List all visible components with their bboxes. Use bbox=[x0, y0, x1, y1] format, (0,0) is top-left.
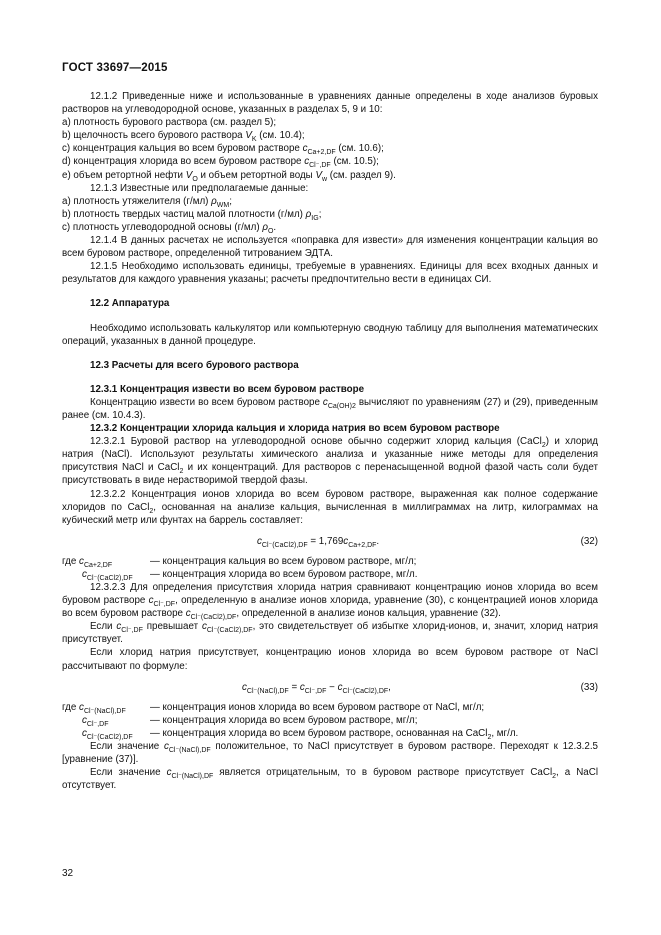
equation-33 bbox=[62, 673, 598, 701]
paragraph-12-3-2-2: 12.3.2.2 Концентрация ионов хлорида во всем буровом растворе, выраженная как полное содержание хлоридов по CaCl$_2$, основанная на анализе кальция, вычисленная в миллиграммах на литр, килограммах на кубический метр или фунтах на баррель составляет: bbox=[62, 488, 598, 526]
paragraph-negative-value: Если значение $c_{Cl^-(NaCl),DF}$ является отрицательным, то в буровом растворе присутствует CaCl$_2$, а NaCl отсутствует. bbox=[62, 767, 599, 792]
definition-row: где $c_{Cl^-(NaCl),DF}$ — концентрация ионов хлорида во всем буровом растворе от NaCl, мг/л; bbox=[62, 701, 485, 715]
heading-12-3-1: 12.3.1 Концентрация извести во всем буровом растворе bbox=[90, 383, 365, 395]
definition-row: $c_{Cl^-,DF}$ — концентрация хлорида во всем буровом растворе, мг/л; bbox=[82, 714, 418, 728]
paragraph-12-1-4: 12.1.4 В данных расчетах не используется «поправка для извести» для изменения концентрации кальция во всем буровом растворе, определенной титрованием ЭДТА. bbox=[62, 235, 598, 260]
list-item-e: е) объем ретортной нефти $V_O$ и объем ретортной воды $V_w$ (см. раздел 9). bbox=[62, 169, 396, 183]
equation-33-number: (33) bbox=[580, 681, 598, 693]
paragraph-12-1-2: 12.1.2 Приведенные ниже и использованные в уравнениях данные определены в ходе анализов буровых растворов на углеводородной основе, указанных в разделах 5, 9 и 10: bbox=[62, 91, 598, 116]
paragraph-12-1-3: 12.1.3 Известные или предполагаемые данные: bbox=[90, 182, 309, 194]
paragraph-12-1-5: 12.1.5 Необходимо использовать единицы, требуемые в уравнениях. Единицы для всех входных данных и результатов для каждого уравнения указаны; расчеты предпочтительно вести в единицах СИ. bbox=[62, 261, 598, 286]
heading-12-3-2: 12.3.2 Концентрации хлорида кальция и хлорида натрия во всем буровом растворе bbox=[90, 423, 500, 435]
definition-row: $c_{Cl^-(CaCl2),DF}$ — концентрация хлорида во всем буровом растворе, мг/л. bbox=[82, 568, 418, 582]
paragraph-12-3-2-1: 12.3.2.1 Буровой раствор на углеводородной основе обычно содержит хлорид кальция (CaCl$_2$) и хлорид натрия (NaCl). Используют результаты химического анализа и указанные ниже методы для определения присутствия NaCl и CaCl$_2$ и их концентраций. Для растворов с перенасыщенной водной фазой часть соли будет присутствовать в виде нерастворимой твердой фазы. bbox=[62, 436, 598, 487]
known-item-c: с) плотность углеводородной основы (г/мл) $\rho_O$. bbox=[62, 221, 277, 235]
paragraph-excess-chloride: Если $c_{Cl^-,DF}$ превышает $c_{Cl^-(CaCl2),DF}$, это свидетельствует об избытке хлорид-ионов, и, значит, хлорид натрия присутствует. bbox=[62, 621, 599, 646]
paragraph-12-3-2-3: 12.3.2.3 Для определения присутствия хлорида натрия сравнивают концентрацию ионов хлорида во всем буровом растворе $c_{Cl^-,DF}$, определенную в анализе ионов хлорида, уравнение (30), с концентрацией ионов хлорида во всем буровом растворе $c_{Cl^-(CaCl2),DF}$, определенной в анализе ионов кальция, уравнение (32). bbox=[62, 582, 598, 622]
paragraph-positive-value: Если значение $c_{Cl^-(NaCl),DF}$ положительное, то NaCl присутствует в буровом растворе. Переходят к 12.3.2.5 [уравнение (37)]. bbox=[62, 740, 598, 766]
paragraph-12-3-1: Концентрацию извести во всем буровом растворе $c_{Ca(OH)2}$ вычисляют по уравнениям (27) и (29), приведенным ранее (см. 10.4.3). bbox=[62, 396, 598, 421]
list-item-b: b) щелочность всего бурового раствора $V_K$ (см. 10.4); bbox=[62, 130, 305, 144]
equation-33-formula: $c_{Cl^-(NaCl),DF} = c_{Cl^-,DF} - c_{Cl^-(CaCl2),DF}$, bbox=[242, 681, 391, 695]
known-item-b: b) плотность твердых частиц малой плотности (г/мл) $\rho_{IG}$; bbox=[62, 208, 322, 222]
known-item-a: а) плотность утяжелителя (г/мл) $\rho_{WM}$; bbox=[62, 195, 232, 209]
list-item-d: d) концентрация хлорида во всем буровом растворе $c_{Cl^-,DF}$ (см. 10.5); bbox=[62, 156, 379, 170]
equation-32-formula: $c_{Cl^-(CaCl2),DF} = 1,769c_{Ca+2,DF}$. bbox=[257, 535, 380, 549]
definition-row: где $c_{Ca+2,DF}$ — концентрация кальция во всем буровом растворе, мг/л; bbox=[62, 555, 417, 569]
document-body bbox=[62, 90, 598, 792]
heading-12-2: 12.2 Аппаратура bbox=[90, 298, 170, 310]
list-item-a: а) плотность бурового раствора (см. раздел 5); bbox=[62, 117, 277, 129]
document-header: ГОСТ 33697—2015 bbox=[62, 62, 168, 74]
paragraph-nacl-formula: Если хлорид натрия присутствует, концентрацию ионов хлорида во всем буровом растворе от NaCl рассчитывают по формуле: bbox=[62, 647, 598, 672]
page-number: 32 bbox=[62, 868, 74, 879]
list-item-c: с) концентрация кальция во всем буровом растворе $c_{Ca+2,DF}$ (см. 10.6); bbox=[62, 143, 384, 157]
paragraph-12-2: Необходимо использовать калькулятор или компьютерную сводную таблицу для выполнения математических операций, указанных в данной процедуре. bbox=[62, 322, 598, 347]
equation-32 bbox=[62, 527, 598, 555]
definition-row: $c_{Cl^-(CaCl2),DF}$ — концентрация хлорида во всем буровом растворе, основанная на CaCl$_2$, мг/л. bbox=[82, 727, 519, 741]
equation-32-number: (32) bbox=[580, 535, 598, 547]
heading-12-3: 12.3 Расчеты для всего бурового раствора bbox=[90, 359, 299, 371]
